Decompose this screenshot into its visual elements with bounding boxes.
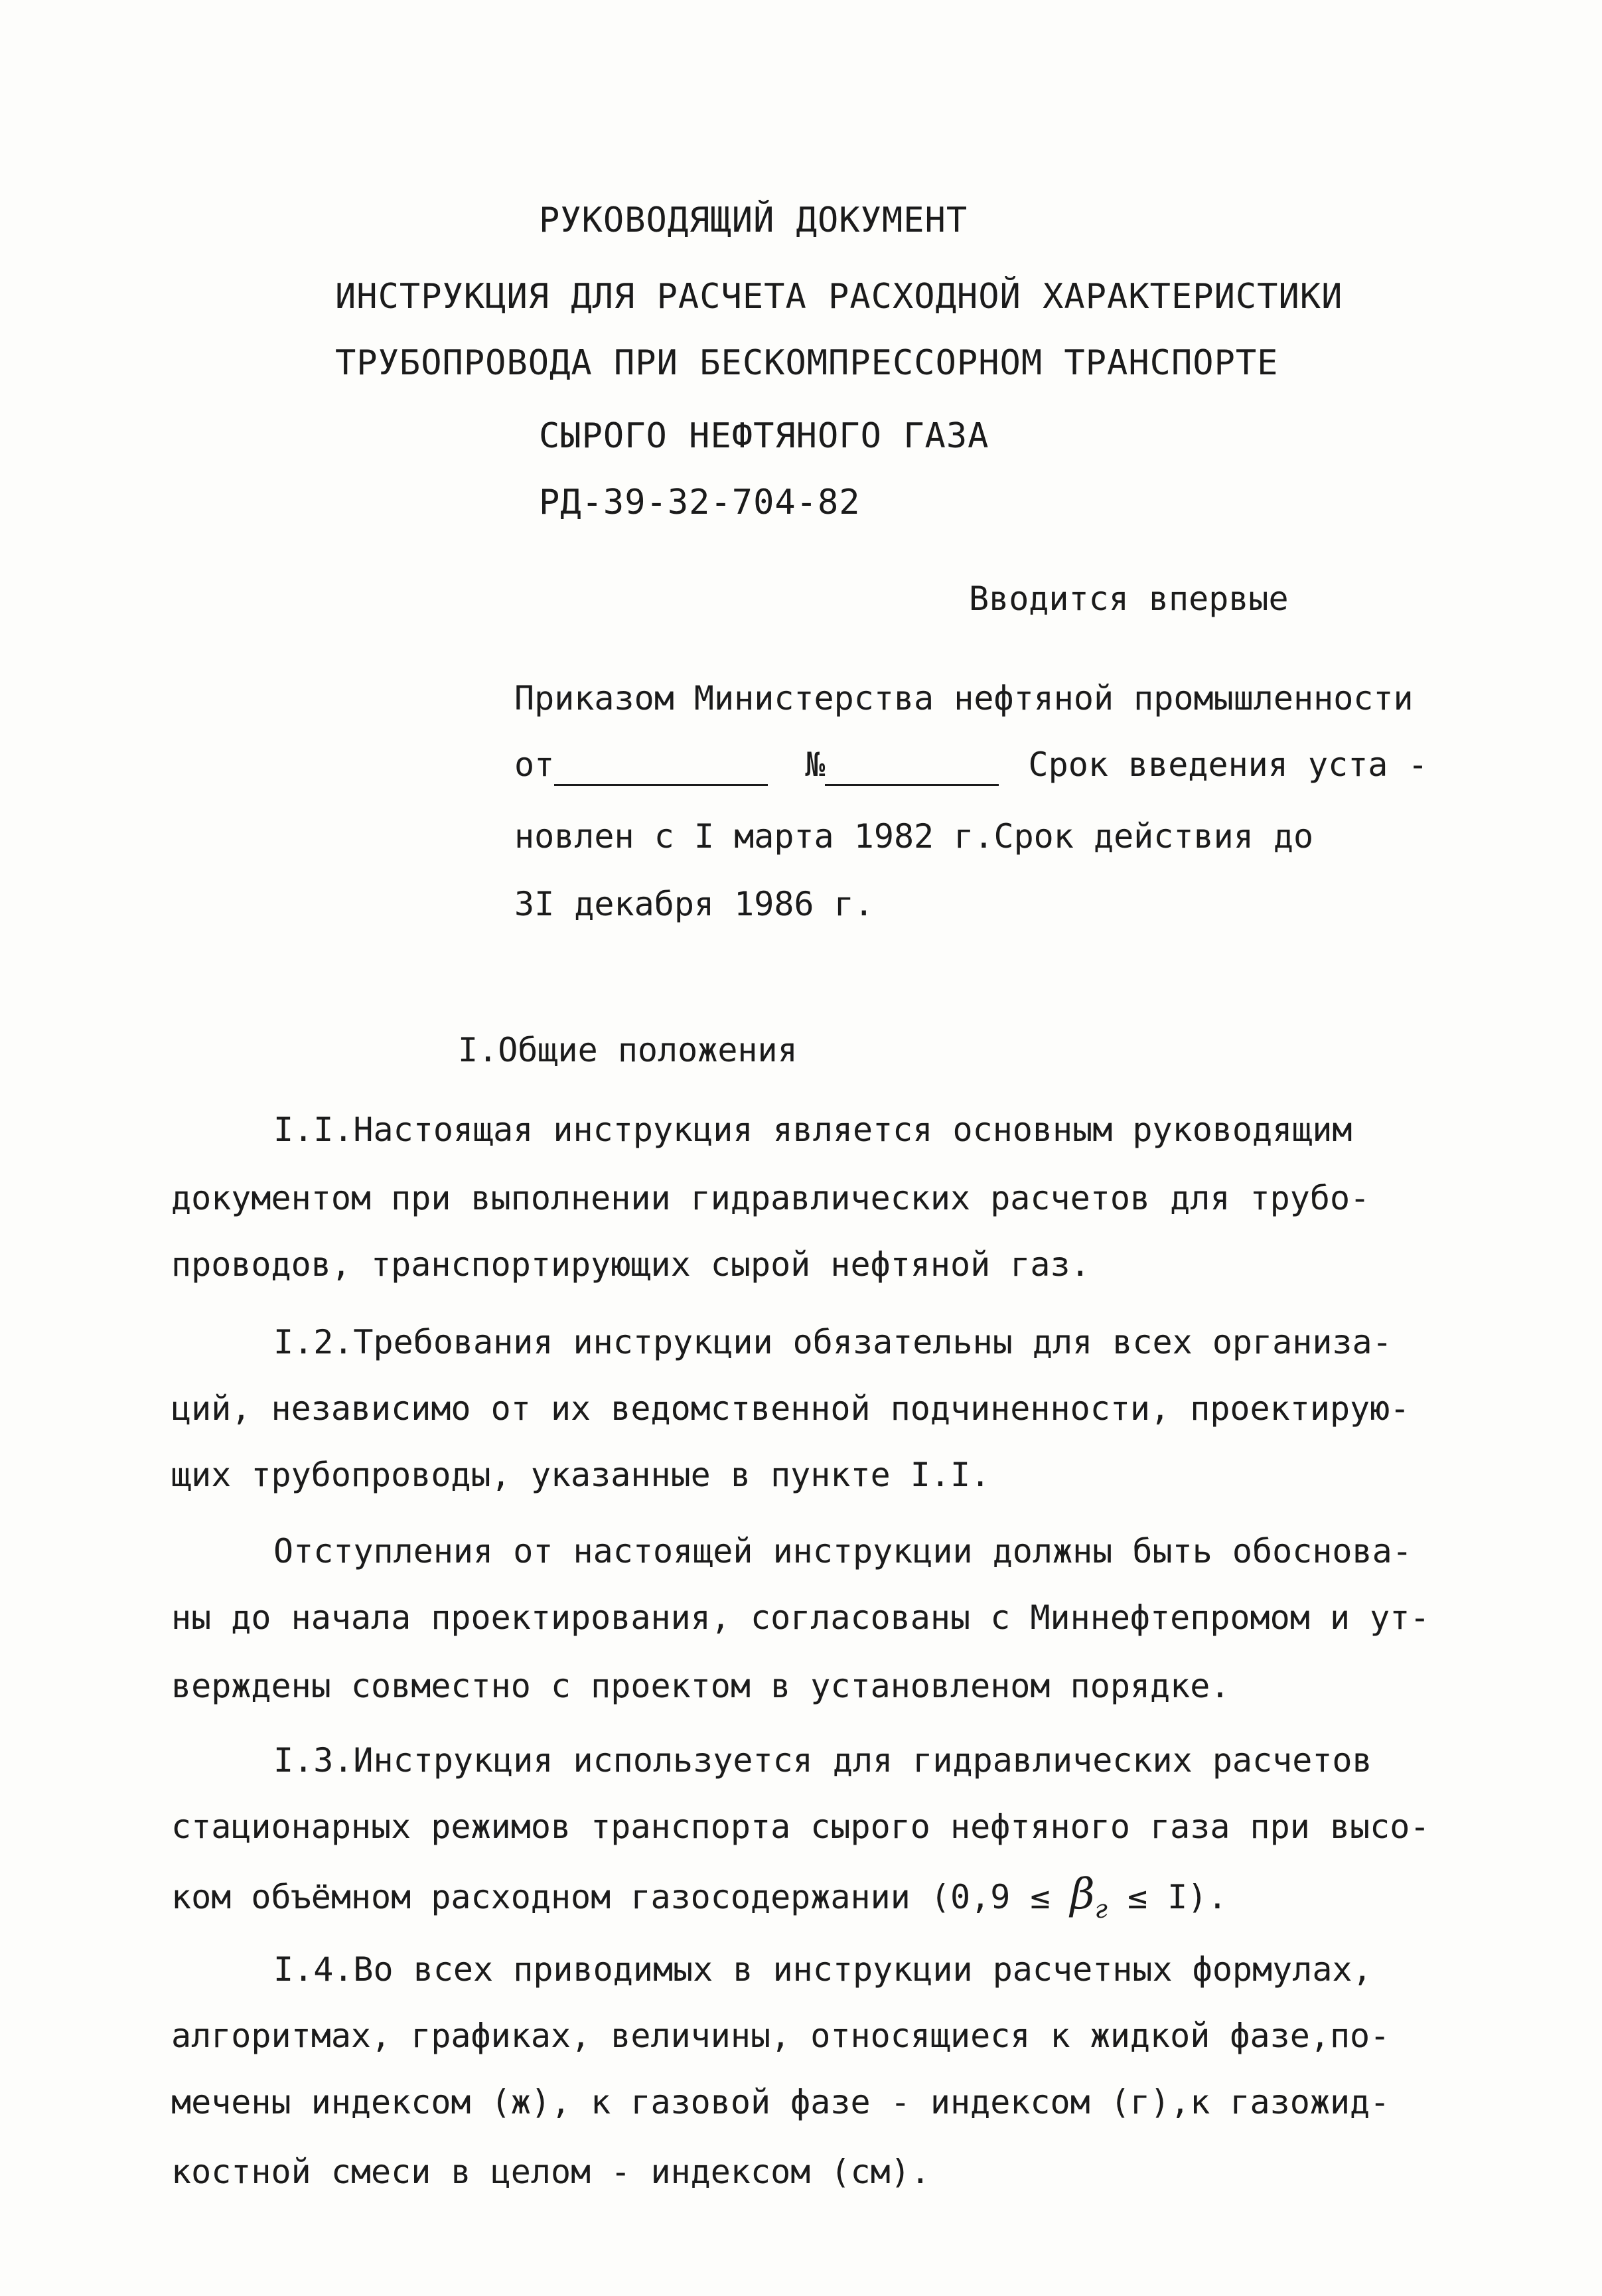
order-line-2 bbox=[514, 743, 1428, 786]
paragraph-1-2-line-1: I.2.Требования инструкции обязательны для всех организа- bbox=[273, 1323, 1392, 1361]
order-line-1: Приказом Министерства нефтяной промышленности bbox=[514, 679, 1414, 718]
paragraph-1-4-line-3: мечены индексом (ж), к газовой фазе - индексом (г),к газожид- bbox=[171, 2083, 1390, 2121]
document-code: РД-39-32-704-82 bbox=[539, 483, 861, 522]
section-heading: I.Общие положения bbox=[458, 1031, 798, 1069]
paragraph-1-1-line-1: I.I.Настоящая инструкция является основным руководящим bbox=[273, 1110, 1352, 1149]
title-line-1: ИНСТРУКЦИЯ ДЛЯ РАСЧЕТА РАСХОДНОЙ ХАРАКТЕРИСТИКИ bbox=[335, 277, 1343, 317]
paragraph-1-4-line-1: I.4.Во всех приводимых в инструкции расчетных формулах, bbox=[273, 1950, 1372, 1989]
order-date-blank bbox=[554, 755, 768, 786]
first-time-note: Вводится впервые bbox=[969, 579, 1289, 618]
deviation-line-2: ны до начала проектирования, согласованы с Миннефтепромом и ут- bbox=[171, 1598, 1430, 1637]
paragraph-1-1-line-2: документом при выполнении гидравлических расчетов для трубо- bbox=[171, 1179, 1370, 1217]
paragraph-1-3-line-1: I.3.Инструкция используется для гидравлических расчетов bbox=[273, 1741, 1372, 1780]
paragraph-1-2-line-3: щих трубопроводы, указанные в пункте I.I. bbox=[171, 1456, 991, 1494]
order-line-4: 3I декабря 1986 г. bbox=[514, 885, 874, 923]
order-from-label: от bbox=[514, 745, 555, 784]
order-number-blank bbox=[825, 755, 999, 786]
doc-type: РУКОВОДЯЩИЙ ДОКУМЕНТ bbox=[539, 200, 968, 240]
gas-content-range-end: ≤ I). bbox=[1107, 1878, 1228, 1916]
paragraph-1-4-line-2: алгоритмах, графиках, величины, относящиеся к жидкой фазе,по- bbox=[171, 2017, 1390, 2055]
paragraph-1-4-line-4: костной смеси в целом - индексом (см). bbox=[171, 2153, 930, 2191]
gas-content-text: ком объёмном расходном газосодержании (0,9 ≤ bbox=[171, 1878, 1070, 1916]
paragraph-1-3-line-3 bbox=[171, 1870, 1228, 1930]
deviation-line-3: верждены совместно с проектом в установленом порядке. bbox=[171, 1667, 1230, 1705]
order-term-start: Срок введения уста - bbox=[1028, 745, 1428, 784]
order-line-3: новлен с I марта 1982 г.Срок действия до bbox=[514, 817, 1314, 856]
title-line-2: ТРУБОПРОВОДА ПРИ БЕСКОМПРЕССОРНОМ ТРАНСПОРТЕ bbox=[335, 343, 1279, 383]
deviation-line-1: Отступления от настоящей инструкции должны быть обоснова- bbox=[273, 1532, 1412, 1570]
paragraph-1-1-line-3: проводов, транспортирующих сырой нефтяной газ. bbox=[171, 1245, 1090, 1284]
order-number-label: № bbox=[805, 745, 826, 784]
beta-symbol: $\beta_г$ bbox=[1070, 1870, 1108, 1924]
title-line-3: СЫРОГО НЕФТЯНОГО ГАЗА bbox=[539, 416, 989, 456]
paragraph-1-2-line-2: ций, независимо от их ведомственной подчиненности, проектирую- bbox=[171, 1389, 1410, 1428]
paragraph-1-3-line-2: стационарных режимов транспорта сырого нефтяного газа при высо- bbox=[171, 1807, 1430, 1846]
